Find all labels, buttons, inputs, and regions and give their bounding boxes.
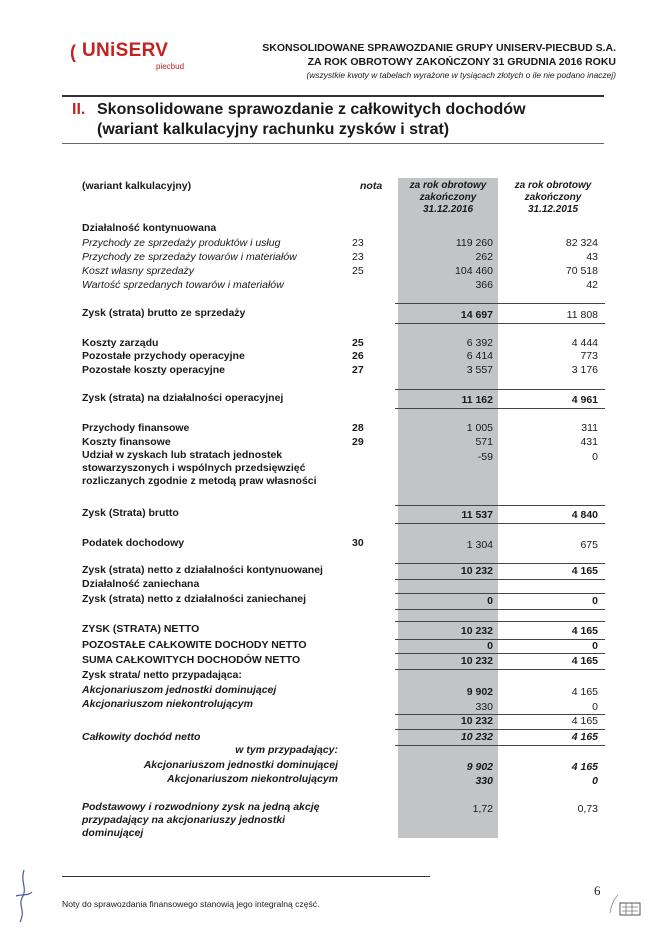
row-value-2015: 4 165 — [571, 565, 598, 577]
row-value-2016: 262 — [475, 251, 493, 263]
row-value-2015: 82 324 — [565, 237, 598, 249]
rule — [395, 745, 605, 746]
row-label: Akcjonariuszom jednostki dominującej — [143, 759, 338, 771]
row-label: Koszt własny sprzedaży — [82, 265, 195, 277]
row-nota: 27 — [352, 364, 364, 376]
row-value-2015: 3 176 — [571, 364, 598, 376]
row-nota: 28 — [352, 422, 364, 434]
rule — [395, 303, 605, 304]
row-value-2016: 10 232 — [460, 731, 493, 743]
report-header-units-note: (wszystkie kwoty w tabelach wyrażone w tysiącach złotych o ile nie podano inaczej) — [306, 70, 616, 80]
row-value-2016: 1,72 — [472, 803, 493, 815]
section-title — [97, 100, 526, 140]
row-label: Zysk strata/ netto przypadająca: — [82, 669, 242, 681]
row-value-2016: 10 232 — [460, 715, 493, 727]
row-label: Działalność zaniechana — [82, 578, 200, 590]
row-value-2016: 0 — [487, 595, 493, 607]
row-value-2016: 10 232 — [460, 565, 493, 577]
rule — [395, 621, 605, 622]
row-value-2016: 14 697 — [460, 309, 493, 321]
row-value-2015: 431 — [580, 436, 598, 448]
row-value-2015: 4 444 — [571, 337, 598, 349]
row-label: Podatek dochodowy — [82, 537, 185, 549]
row-value-2016: 104 460 — [455, 265, 493, 277]
row-value-2015: 0 — [592, 640, 598, 652]
rule — [395, 609, 605, 610]
row-value-2015: 0 — [592, 701, 598, 713]
row-value-2015: 311 — [581, 422, 598, 434]
signature-mark — [10, 866, 36, 926]
row-label: Udział w zyskach lub stratach jednostek stowarzyszonych i wspólnych przedsięwzięć rozliczanych zgodnie z metodą praw własności — [82, 449, 317, 487]
row-label: SUMA CAŁKOWITYCH DOCHODÓW NETTO — [82, 654, 301, 666]
rule — [395, 408, 605, 409]
rule — [395, 669, 605, 670]
row-label: Podstawowy i rozwodniony zysk na jedną akcję przypadający na akcjonariuszy jednostki dominującej — [82, 801, 320, 839]
row-value-2016: 6 392 — [466, 337, 493, 349]
rule — [395, 523, 605, 524]
row-value-2015: 4 165 — [571, 655, 598, 667]
nota-column-header: nota — [360, 180, 383, 192]
row-label: Akcjonariuszom niekontrolującym — [82, 698, 253, 710]
row-value-2015: 11 808 — [566, 309, 598, 321]
row-nota: 23 — [352, 251, 364, 263]
row-nota: 29 — [352, 436, 364, 448]
row-value-2015: 42 — [586, 279, 598, 291]
row-value-2015: 0,73 — [577, 803, 598, 815]
row-value-2015: 43 — [586, 251, 598, 263]
column-header-2016: za rok obrotowy zakończony 31.12.2016 — [409, 180, 487, 215]
company-logo — [70, 38, 210, 78]
row-value-2016: 10 232 — [460, 655, 493, 667]
row-value-2016: -59 — [477, 451, 493, 463]
footer-rule — [62, 876, 430, 877]
variant-label: (wariant kalkulacyjny) — [82, 180, 192, 192]
row-value-2015: 0 — [592, 595, 598, 607]
row-label: Przychody ze sprzedaży produktów i usług — [82, 237, 281, 249]
row-value-2015: 4 165 — [571, 731, 598, 743]
rule — [395, 563, 605, 564]
row-value-2016: 366 — [475, 279, 493, 291]
row-value-2015: 773 — [580, 350, 598, 362]
row-value-2016: 0 — [487, 640, 493, 652]
rule — [395, 389, 605, 390]
section-title-line1: Skonsolidowane sprawozdanie z całkowitych dochodów — [97, 101, 526, 118]
rule — [395, 323, 605, 324]
row-label: Przychody finansowe — [82, 422, 190, 434]
report-header-period: ZA ROK OBROTOWY ZAKOŃCZONY 31 GRUDNIA 2016 ROKU — [307, 56, 616, 68]
rule — [395, 579, 605, 580]
row-value-2015: 0 — [592, 451, 598, 463]
row-label: Pozostałe koszty operacyjne — [82, 364, 225, 376]
report-header-title: SKONSOLIDOWANE SPRAWOZDANIE GRUPY UNISERV-PIECBUD S.A. — [262, 42, 616, 54]
section-number: II. — [72, 101, 86, 118]
footer-note: Noty do sprawozdania finansowego stanowią jego integralną część. — [62, 899, 320, 909]
row-label: Całkowity dochód netto — [82, 731, 201, 743]
row-value-2015: 4 961 — [571, 394, 598, 406]
row-nota: 26 — [352, 350, 364, 362]
row-label: Zysk (strata) na działalności operacyjnej — [82, 392, 284, 404]
row-value-2015: 4 165 — [571, 686, 598, 698]
row-label: Akcjonariuszom jednostki dominującej — [82, 684, 277, 696]
row-label: w tym przypadający: — [235, 744, 338, 756]
logo-subtitle: piecbud — [156, 62, 185, 71]
row-value-2016: 6 414 — [466, 350, 493, 362]
row-value-2015: 4 165 — [571, 761, 598, 773]
logo-wordmark: UNiSERV — [82, 40, 169, 61]
row-value-2016: 11 537 — [461, 509, 493, 521]
row-label: Działalność kontynuowana — [82, 222, 217, 234]
row-value-2016: 119 260 — [455, 237, 493, 249]
rule — [395, 593, 605, 594]
row-value-2016: 10 232 — [460, 625, 493, 637]
row-nota: 25 — [352, 265, 364, 277]
row-value-2016: 1 304 — [466, 539, 493, 551]
column-header-2015: za rok obrotowy zakończony 31.12.2015 — [514, 180, 592, 215]
rule — [395, 653, 605, 654]
row-value-2016: 330 — [475, 775, 493, 787]
row-label: Koszty finansowe — [82, 436, 171, 448]
row-label: Koszty zarządu — [82, 337, 159, 349]
row-value-2016: 9 902 — [466, 761, 493, 773]
row-label: Zysk (strata) brutto ze sprzedaży — [82, 307, 246, 319]
row-label: POZOSTAŁE CAŁKOWITE DOCHODY NETTO — [82, 639, 307, 651]
row-value-2015: 675 — [580, 539, 598, 551]
rule — [395, 505, 605, 506]
rule — [395, 729, 605, 730]
row-label: ZYSK (STRATA) NETTO — [82, 623, 200, 635]
row-label: Zysk (strata) netto z działalności kontynuowanej — [82, 564, 323, 576]
rule — [395, 639, 605, 640]
row-value-2016: 9 902 — [466, 686, 493, 698]
row-value-2015: 4 165 — [571, 715, 598, 727]
row-value-2016: 11 162 — [461, 394, 493, 406]
logo-arc-icon: ( — [70, 42, 76, 62]
row-value-2015: 4 165 — [571, 625, 598, 637]
row-value-2015: 4 840 — [571, 509, 598, 521]
row-label: Zysk (strata) netto z działalności zaniechanej — [82, 593, 307, 605]
initials-stamp — [608, 893, 642, 917]
row-label: Wartość sprzedanych towarów i materiałów — [82, 279, 284, 291]
row-value-2016: 571 — [475, 436, 493, 448]
row-value-2015: 0 — [592, 775, 598, 787]
row-value-2016: 3 557 — [466, 364, 493, 376]
row-nota: 25 — [352, 337, 364, 349]
row-nota: 23 — [352, 237, 364, 249]
row-value-2016: 1 005 — [466, 422, 493, 434]
row-label: Przychody ze sprzedaży towarów i materiałów — [82, 251, 297, 263]
row-value-2016: 330 — [475, 701, 493, 713]
page-number: 6 — [594, 883, 601, 898]
row-label: Pozostałe przychody operacyjne — [82, 350, 245, 362]
section-title-line2: (wariant kalkulacyjny rachunku zysków i strat) — [97, 121, 450, 138]
row-value-2015: 70 518 — [565, 265, 598, 277]
row-nota: 30 — [352, 537, 364, 549]
row-label: Akcjonariuszom niekontrolującym — [167, 773, 338, 785]
row-label: Zysk (Strata) brutto — [82, 507, 179, 519]
